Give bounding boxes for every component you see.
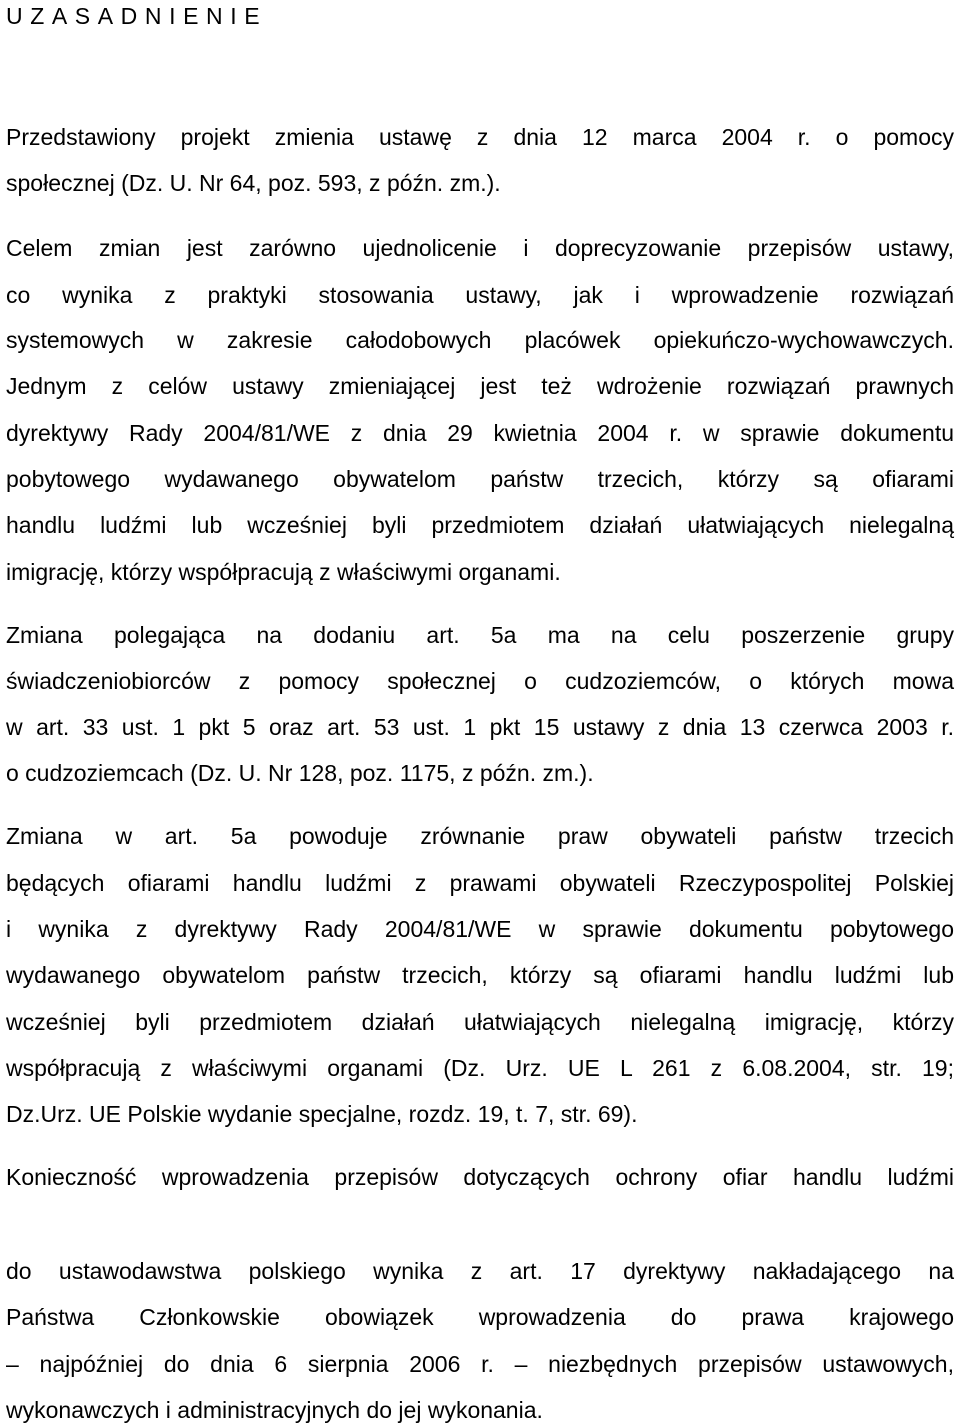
paragraph-line: do ustawodawstwa polskiego wynika z art. 17 dyrektywy nakładającego na — [6, 1258, 954, 1284]
paragraph-line: wcześniej byli przedmiotem działań ułatwiających nielegalną imigrację, którzy — [6, 1009, 954, 1035]
paragraph-line: o cudzoziemcach (Dz. U. Nr 128, poz. 1175, z późn. zm.). — [6, 760, 594, 786]
paragraph-line: Konieczność wprowadzenia przepisów dotyczących ochrony ofiar handlu ludźmi — [6, 1164, 954, 1190]
paragraph-line: wykonawczych i administracyjnych do jej wykonania. — [6, 1397, 543, 1423]
paragraph-line: Państwa Członkowskie obowiązek wprowadzenia do prawa krajowego — [6, 1304, 954, 1330]
paragraph-line: wydawanego obywatelom państw trzecich, którzy są ofiarami handlu ludźmi lub — [6, 962, 954, 988]
paragraph-line: handlu ludźmi lub wcześniej byli przedmiotem działań ułatwiających nielegalną — [6, 512, 954, 538]
paragraph-line: Jednym z celów ustawy zmieniającej jest też wdrożenie rozwiązań prawnych — [6, 373, 954, 399]
paragraph-line: Dz.Urz. UE Polskie wydanie specjalne, rozdz. 19, t. 7, str. 69). — [6, 1101, 638, 1127]
paragraph-line: pobytowego wydawanego obywatelom państw trzecich, którzy są ofiarami — [6, 466, 954, 492]
paragraph-line: i wynika z dyrektywy Rady 2004/81/WE w sprawie dokumentu pobytowego — [6, 916, 954, 942]
paragraph-line: będących ofiarami handlu ludźmi z prawami obywateli Rzeczypospolitej Polskiej — [6, 870, 954, 896]
paragraph-line: Zmiana polegająca na dodaniu art. 5a ma na celu poszerzenie grupy — [6, 622, 954, 648]
paragraph-line: co wynika z praktyki stosowania ustawy, jak i wprowadzenie rozwiązań — [6, 282, 954, 308]
paragraph-line: w art. 33 ust. 1 pkt 5 oraz art. 53 ust. 1 pkt 15 ustawy z dnia 13 czerwca 2003 r. — [6, 714, 954, 740]
paragraph-line: systemowych w zakresie całodobowych placówek opiekuńczo-wychowawczych. — [6, 327, 954, 353]
paragraph-line: – najpóźniej do dnia 6 sierpnia 2006 r. – niezbędnych przepisów ustawowych, — [6, 1351, 954, 1377]
paragraph-line: Przedstawiony projekt zmienia ustawę z dnia 12 marca 2004 r. o pomocy — [6, 124, 954, 150]
paragraph-line: imigrację, którzy współpracują z właściwymi organami. — [6, 559, 561, 585]
document-title: UZASADNIENIE — [6, 3, 268, 29]
paragraph-line: współpracują z właściwymi organami (Dz. Urz. UE L 261 z 6.08.2004, str. 19; — [6, 1055, 954, 1081]
paragraph-line: Celem zmian jest zarówno ujednolicenie i doprecyzowanie przepisów ustawy, — [6, 235, 954, 261]
paragraph-line: społecznej (Dz. U. Nr 64, poz. 593, z późn. zm.). — [6, 170, 501, 196]
paragraph-line: Zmiana w art. 5a powoduje zrównanie praw obywateli państw trzecich — [6, 823, 954, 849]
paragraph-line: dyrektywy Rady 2004/81/WE z dnia 29 kwietnia 2004 r. w sprawie dokumentu — [6, 420, 954, 446]
paragraph-line: świadczeniobiorców z pomocy społecznej o cudzoziemców, o których mowa — [6, 668, 954, 694]
